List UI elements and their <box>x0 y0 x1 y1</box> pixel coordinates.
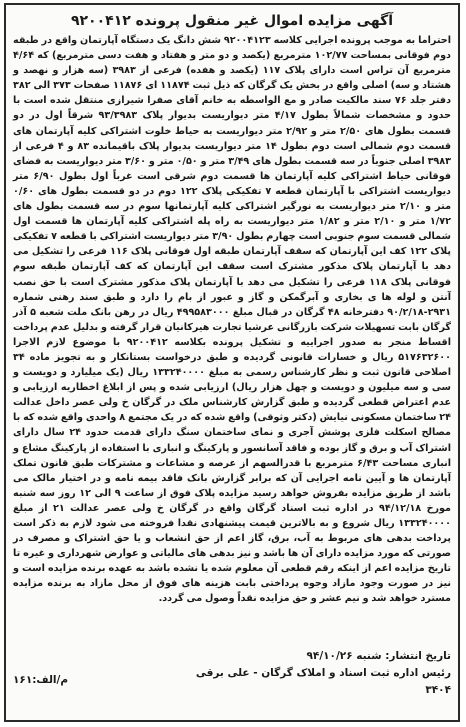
signatory: رئیس اداره ثبت اسناد و املاک گرگان - علی برقی <box>195 667 451 679</box>
reference-number: م/الف:۱۶۱ <box>13 674 69 686</box>
notice-frame <box>4 3 460 722</box>
publish-date: تاریخ انتشار: شنبه ۹۴/۱۰/۲۶ <box>306 650 451 662</box>
notice-footer <box>13 648 451 714</box>
notice-code: ۳۴۰۴ <box>425 684 451 696</box>
notice-body: احتراما به موجب پرونده اجرایی کلاسه ۹۲۰۰۴۱۲۳ شش دانگ یک دستگاه آپارتمان واقع در طبقه دوم فوقانی بمساحت ۱۰۲/۷۷ مترمربع (یکصد و دو متر و هفتاد و هفت دسی مترمربع) که ۴/۶۴ مترمربع آن تراس است دارای پلاک ۱۱۷ (یکصد و هفده) فرعی از ۳۹۸۳ (سه هزار و نهصد و هشتاد و سه) اصلی واقع در بخش یک گرگان که ذیل ثبت ۱۱۸۷۴ ای ۱۱۸۷۶ صفحات ۳۷۳ الی ۳۸۲ دفتر جلد ۷۶ سند مالکیت صادر و مع الواسطه به خانم آقای صفرا شیرازی منتقل شده است با حدود و مشخصات شمالاً بطول ۴/۱۷ متر دیواریست بدیوار پلاک ۹۳/۳۹۸۳ شرقاً اول در دو قسمت بطول های ۲/۵۰ متر و ۲/۹۲ متر دیواریست به حیاط خلوت اشتراکی کلیه آپارتمان های قسمت دوم شمالی است دوم بطول ۱۴ متر دیواریست بدیوار پلاک باقیمانده ۸۳ و ۴ فرعی از ۳۹۸۳ اصلی جنوباً در سه قسمت بطول های ۳/۴۹ متر و ۰/۵۰ متر و ۳/۶۰ متر دیواریست به فضای فوقانی حیاط اشتراکی کلیه آپارتمان ها قسمت دوم شرقی است غرباً اول بطول ۶/۹۰ متر دیواریست اشتراکی با آپارتمان قطعه ۷ تفکیکی پلاک ۱۲۲ دوم در دو قسمت بطول های ۰/۶۰ متر و ۲/۱۰ متر دیواریست به نورگیر اشتراکی کلیه آپارتمانها سوم در سه قسمت بطول های ۱/۷۲ متر و ۲/۱۰ متر و ۱/۸۲ متر دیواریست به راه پله اشتراکی کلیه آپارتمان ها قسمت اول شمالی قسمت سوم جنوبی است چهارم بطول ۳/۹۰ متر دیواریست اشتراکی با قطعه ۷ تفکیکی پلاک ۱۲۲ کف این آپارتمان که سقف آپارتمان طبقه اول فوقانی پلاک ۱۱۶ فرعی را تشکیل می دهد با آپارتمان پلاک مذکور مشترک است سقف این آپارتمان که کف آپارتمان طبقه سوم فوقانی پلاک ۱۱۸ فرعی را تشکیل می دهد با آپارتمان پلاک مذکور مشترک است با حق نصب آنتن و لوله ها ی بخاری و آبرگمکن و گاز و عبور از بام را دارد و طبق سند رهنی شماره ۲۹۳۱-۹۰/۲/۱۸ دفترخانه ۴۸ گرگان در قبال مبلغ ۴۹۹۵۸۳۰۰۰ ریال در رهن بانک ملت شعبه ۵ آذر گرگان بابت تسهیلات شرکت بازرگانی عرشیا تجارت هیرکانیان قرار گرفته و بدلیل عدم پرداخت اقساط منجر به صدور اجراییه و تشکیل پرونده بکلاسه ۹۲۰۰۴۱۲ با موضوع لازم الاجرا ۵۱۷۶۳۲۶۰۰ ریال و خسارات قانونی گردیده و طبق درخواست بستانکار و به تجویز ماده ۳۴ اصلاحی قانون ثبت و نظر کارشناس رسمی به مبلغ ۱۳۳۲۴۰۰۰۰ ریال (یک میلیارد و دویست و سی و سه میلیون و دویست و چهل هزار ریال) ارزیابی شده و پس از ابلاغ اخطاریه ارزیابی و عدم اعتراض قطعی گردیده و طبق گزارش کارشناس ملک در گرگان خ ولی عصر داخل عدالت ۲۴ ساختمان مسکونی نیایش (دکتر وثوقی) واقع شده که در یک مجتمع ۸ واحدی واقع شده که با مصالح اسکلت فلزی پوشش آجری و نمای ساختمان سنگ دارای قدمت حدود ۲۴ سال دارای اشتراک آب و برق و گاز بوده و فاقد آسانسور و پارکینگ و انباری با استفاده از پارکینگ مشاع و انباری مساحت ۶/۴۳ مترمربع با قدرالسهم از عرصه و مشاعات و مشترکات طبق قانون تملک آپارتمان ها و آیین نامه اجرایی آن که برابر گزارش بانک فاقد بیمه نامه و در اختیار مالک می باشد از طریق مزایده بفروش خواهد رسید مزایده پلاک فوق از ساعت ۹ الی ۱۲ روز سه شنبه مورخ ۹۴/۱۲/۱۸ در اداره ثبت اسناد گرگان واقع در گرگان خ ولی عصر عدالت ۲۱ از مبلغ ۱۳۳۲۴۰۰۰۰ ریال شروع و به بالاترین قیمت پیشنهادی نقدا فروخته می شود لازم به ذکر است پرداخت بدهی های مربوط به آب، برق، گاز اعم از حق انشعاب و یا حق اشتراک و مصرف در صورتی که مورد مزایده دارای آن ها باشد و نیز بدهی های مالیاتی و عوارض شهرداری و غیره تا تاریخ مزایده اعم از اینکه رقم قطعی آن معلوم شده یا نشده باشد به عهده برنده مزایده است و نیز در صورت وجود مازاد وجوه پرداختی بابت هزینه های فوق از محل مازاد به برنده مزایده مسترد خواهد شد و نیم عشر و حق مزایده نقداً وصول می گردد. <box>13 35 452 605</box>
notice-title: آگهی مزایده اموال غیر منقول پرونده ۹۲۰۰۴۱۲ <box>70 13 394 29</box>
